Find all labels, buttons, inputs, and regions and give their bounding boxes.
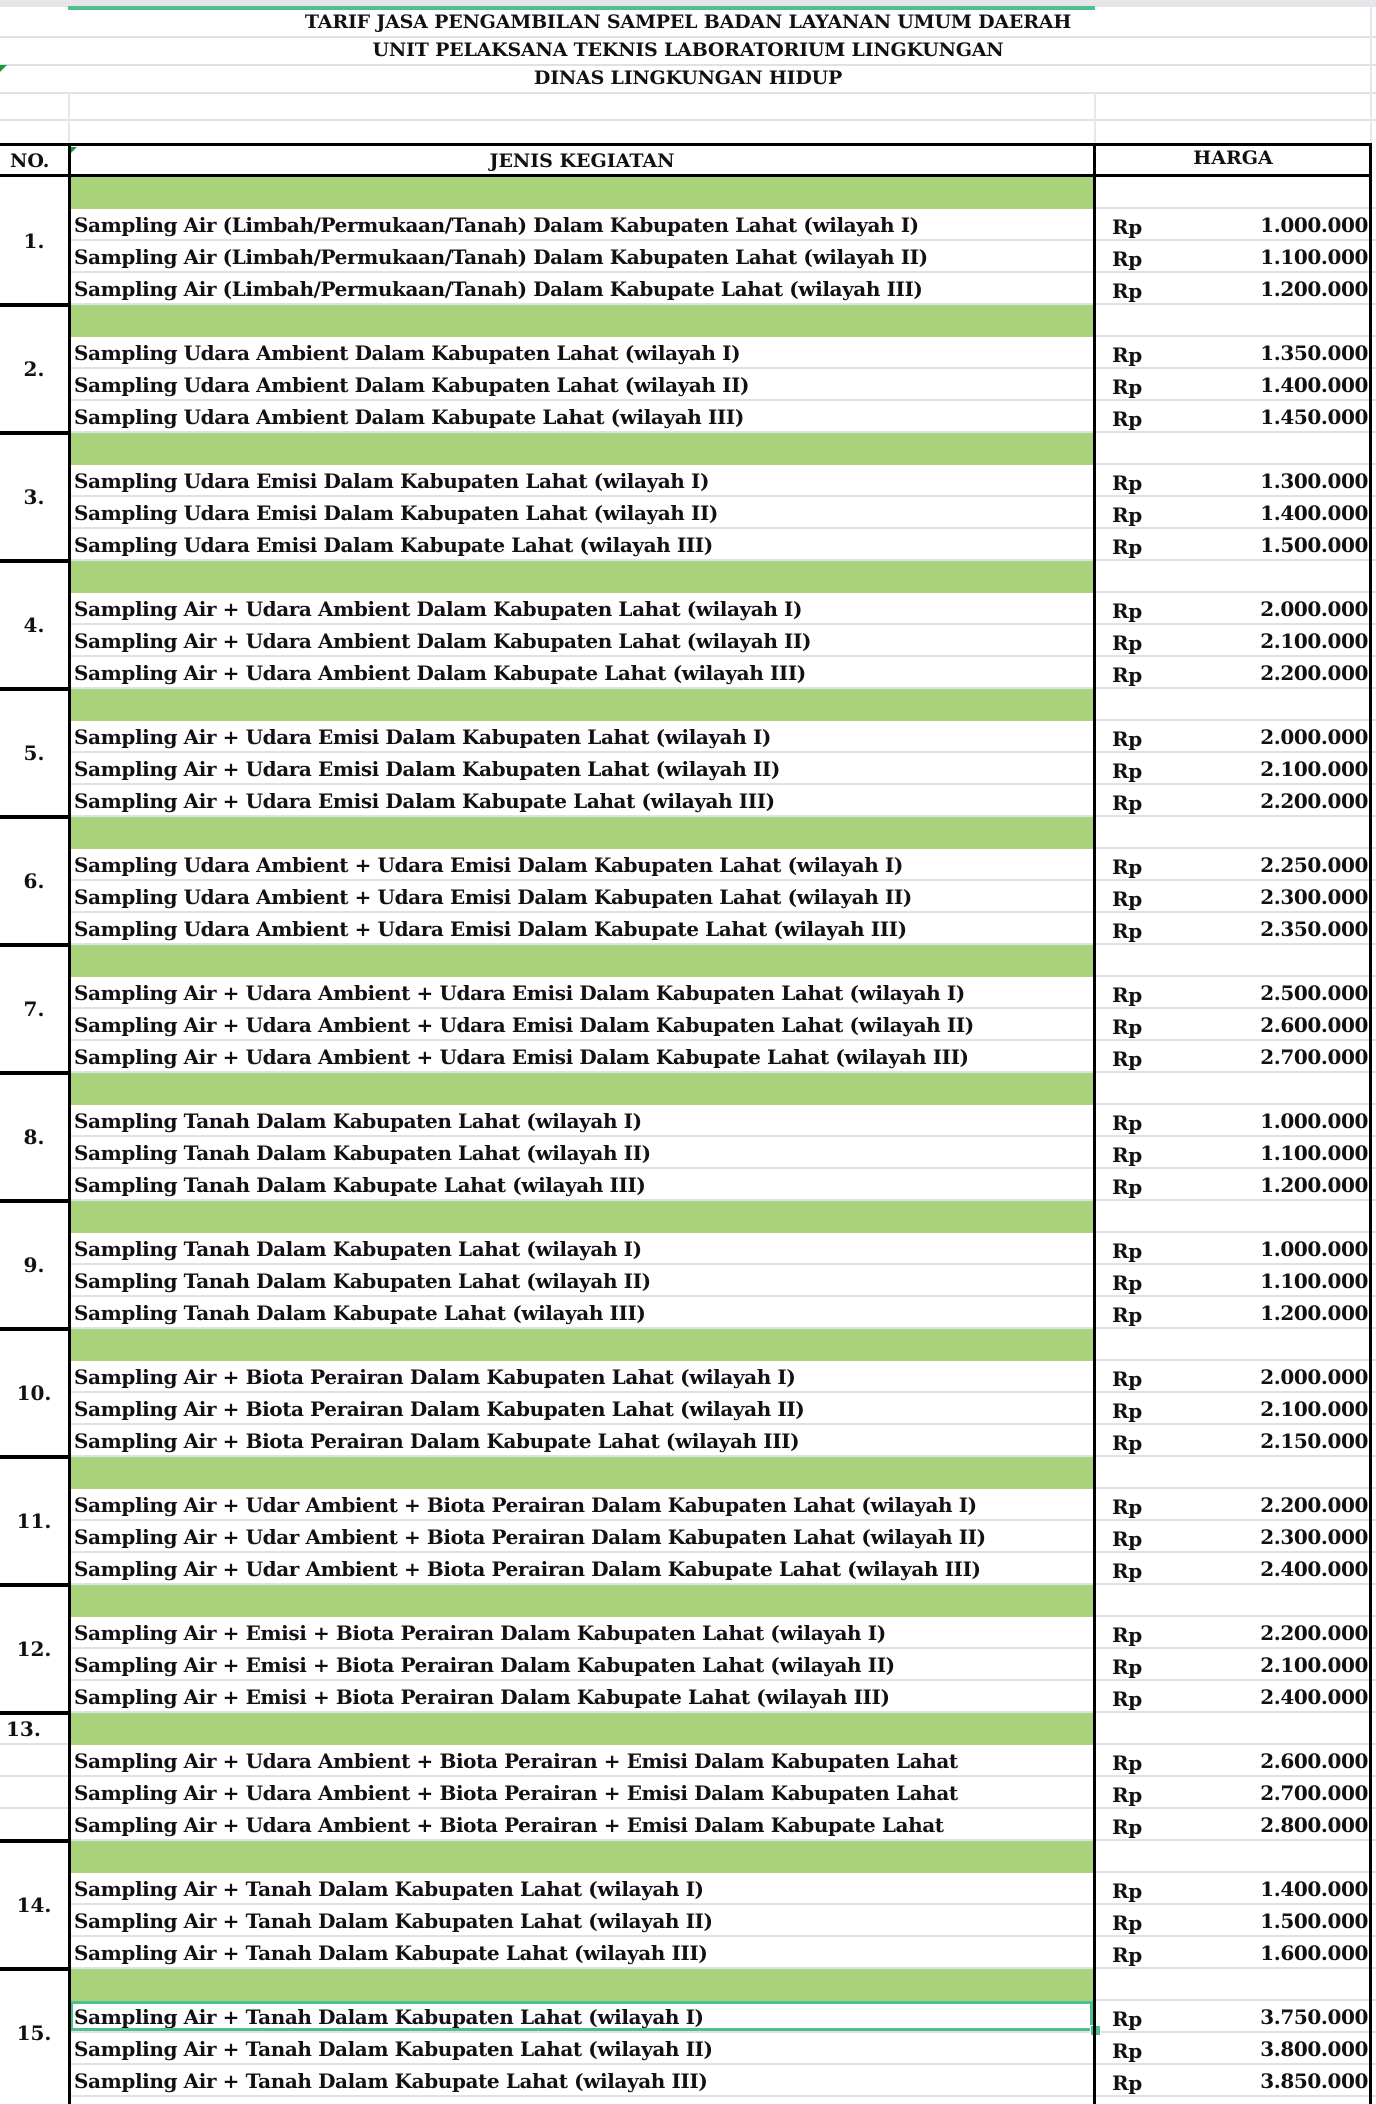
activity-cell[interactable]: Sampling Udara Ambient Dalam Kabupate Lahat (wilayah III) xyxy=(74,405,744,429)
price-cell[interactable]: 2.100.000 xyxy=(1260,1397,1368,1421)
activity-cell[interactable]: Sampling Air + Udar Ambient + Biota Perairan Dalam Kabupate Lahat (wilayah III) xyxy=(74,1557,981,1581)
currency-cell[interactable]: Rp xyxy=(1112,503,1142,527)
price-cell[interactable]: 1.100.000 xyxy=(1260,245,1368,269)
activity-cell[interactable]: Sampling Udara Emisi Dalam Kabupaten Lahat (wilayah I) xyxy=(74,469,710,493)
activity-cell[interactable]: Sampling Air + Udara Ambient + Udara Emisi Dalam Kabupaten Lahat (wilayah I) xyxy=(74,981,965,1005)
activity-cell[interactable]: Sampling Air + Udara Ambient Dalam Kabupaten Lahat (wilayah I) xyxy=(74,597,803,621)
price-cell[interactable]: 1.400.000 xyxy=(1260,373,1368,397)
currency-cell[interactable]: Rp xyxy=(1112,791,1142,815)
group-separator xyxy=(0,1327,70,1331)
currency-cell[interactable]: Rp xyxy=(1112,759,1142,783)
price-cell[interactable]: 2.400.000 xyxy=(1260,1557,1368,1581)
group-band xyxy=(70,1585,1094,1617)
activity-cell[interactable]: Sampling Tanah Dalam Kabupate Lahat (wilayah III) xyxy=(74,1301,646,1325)
group-band xyxy=(70,1713,1094,1745)
group-number[interactable]: 5. xyxy=(23,741,45,765)
currency-cell[interactable]: Rp xyxy=(1112,1559,1142,1583)
activity-cell[interactable]: Sampling Air + Udar Ambient + Biota Perairan Dalam Kabupaten Lahat (wilayah II) xyxy=(74,1525,986,1549)
column-border-right xyxy=(1369,143,1372,2104)
price-cell[interactable]: 2.300.000 xyxy=(1260,885,1368,909)
currency-cell[interactable]: Rp xyxy=(1112,1527,1142,1551)
currency-cell[interactable]: Rp xyxy=(1112,1495,1142,1519)
activity-cell[interactable]: Sampling Udara Ambient + Udara Emisi Dalam Kabupate Lahat (wilayah III) xyxy=(74,917,907,941)
activity-cell[interactable]: Sampling Tanah Dalam Kabupaten Lahat (wilayah II) xyxy=(74,1269,651,1293)
price-cell[interactable]: 3.850.000 xyxy=(1260,2069,1368,2093)
header-jenis-kegiatan: JENIS KEGIATAN xyxy=(489,150,675,172)
price-cell[interactable]: 2.200.000 xyxy=(1260,661,1368,685)
activity-cell[interactable]: Sampling Tanah Dalam Kabupaten Lahat (wilayah I) xyxy=(74,1109,642,1133)
group-number[interactable]: 11. xyxy=(16,1509,52,1533)
column-border-middle xyxy=(1093,143,1096,2104)
activity-cell[interactable]: Sampling Air + Biota Perairan Dalam Kabupate Lahat (wilayah III) xyxy=(74,1429,800,1453)
currency-cell[interactable]: Rp xyxy=(1112,279,1142,303)
title-line-2: UNIT PELAKSANA TEKNIS LABORATORIUM LINGKUNGAN xyxy=(372,39,1004,61)
group-band xyxy=(70,689,1094,721)
group-band xyxy=(70,561,1094,593)
currency-cell[interactable]: Rp xyxy=(1112,1015,1142,1039)
activity-cell[interactable]: Sampling Udara Emisi Dalam Kabupaten Lahat (wilayah II) xyxy=(74,501,718,525)
currency-cell[interactable]: Rp xyxy=(1112,1911,1142,1935)
activity-cell[interactable]: Sampling Air + Udara Ambient + Biota Perairan + Emisi Dalam Kabupaten Lahat xyxy=(74,1749,958,1773)
price-cell[interactable]: 1.200.000 xyxy=(1260,1173,1368,1197)
activity-cell[interactable]: Sampling Air + Emisi + Biota Perairan Dalam Kabupaten Lahat (wilayah II) xyxy=(74,1653,895,1677)
currency-cell[interactable]: Rp xyxy=(1112,1047,1142,1071)
price-cell[interactable]: 2.600.000 xyxy=(1260,1013,1368,1037)
currency-cell[interactable]: Rp xyxy=(1112,1687,1142,1711)
group-separator xyxy=(0,1455,70,1459)
activity-cell[interactable]: Sampling Air + Emisi + Biota Perairan Dalam Kabupate Lahat (wilayah III) xyxy=(74,1685,890,1709)
group-separator xyxy=(0,1071,70,1075)
activity-cell[interactable]: Sampling Air + Udara Ambient + Udara Emisi Dalam Kabupate Lahat (wilayah III) xyxy=(74,1045,969,1069)
activity-cell[interactable]: Sampling Air + Tanah Dalam Kabupate Lahat (wilayah III) xyxy=(74,2069,708,2093)
gridline xyxy=(1094,92,1096,143)
gridline xyxy=(1370,0,1372,143)
group-separator xyxy=(0,559,70,563)
group-band xyxy=(70,305,1094,337)
activity-cell[interactable]: Sampling Tanah Dalam Kabupaten Lahat (wilayah I) xyxy=(74,1237,642,1261)
group-separator xyxy=(0,943,70,947)
currency-cell[interactable]: Rp xyxy=(1112,247,1142,271)
price-cell[interactable]: 2.300.000 xyxy=(1260,1525,1368,1549)
activity-cell[interactable]: Sampling Air + Tanah Dalam Kabupaten Lahat (wilayah II) xyxy=(74,1909,713,1933)
cell-comment-marker xyxy=(70,147,77,154)
price-cell[interactable]: 1.200.000 xyxy=(1260,1301,1368,1325)
currency-cell[interactable]: Rp xyxy=(1112,1655,1142,1679)
price-cell[interactable]: 1.300.000 xyxy=(1260,469,1368,493)
group-number[interactable]: 1. xyxy=(23,229,45,253)
group-separator xyxy=(0,303,70,307)
group-number[interactable]: 6. xyxy=(23,869,45,893)
group-band xyxy=(70,1457,1094,1489)
currency-cell[interactable]: Rp xyxy=(1112,887,1142,911)
group-band xyxy=(70,1329,1094,1361)
price-cell[interactable]: 1.000.000 xyxy=(1260,1237,1368,1261)
activity-cell[interactable]: Sampling Air + Udara Ambient + Biota Perairan + Emisi Dalam Kabupate Lahat xyxy=(74,1813,944,1837)
activity-cell[interactable]: Sampling Udara Emisi Dalam Kabupate Lahat (wilayah III) xyxy=(74,533,713,557)
activity-cell[interactable]: Sampling Air + Biota Perairan Dalam Kabupaten Lahat (wilayah II) xyxy=(74,1397,805,1421)
group-separator xyxy=(0,1199,70,1203)
group-number[interactable]: 8. xyxy=(23,1125,45,1149)
activity-cell[interactable]: Sampling Air + Tanah Dalam Kabupaten Lahat (wilayah I) xyxy=(74,1877,704,1901)
price-cell[interactable]: 2.100.000 xyxy=(1260,757,1368,781)
header-harga: HARGA xyxy=(1193,147,1273,169)
currency-cell[interactable]: Rp xyxy=(1112,1751,1142,1775)
header-no: NO. xyxy=(10,150,50,172)
activity-cell[interactable]: Sampling Air + Udara Ambient + Biota Perairan + Emisi Dalam Kabupaten Lahat xyxy=(74,1781,958,1805)
currency-cell[interactable]: Rp xyxy=(1112,1175,1142,1199)
group-band xyxy=(70,1073,1094,1105)
group-band xyxy=(70,1201,1094,1233)
currency-cell[interactable]: Rp xyxy=(1112,535,1142,559)
group-number[interactable]: 12. xyxy=(16,1637,52,1661)
price-cell[interactable]: 2.250.000 xyxy=(1260,853,1368,877)
price-cell[interactable]: 1.500.000 xyxy=(1260,533,1368,557)
group-number[interactable]: 4. xyxy=(23,613,45,637)
group-band xyxy=(70,433,1094,465)
activity-cell[interactable]: Sampling Air (Limbah/Permukaan/Tanah) Dalam Kabupate Lahat (wilayah III) xyxy=(74,277,923,301)
group-number[interactable]: 13. xyxy=(6,1717,41,1741)
group-band xyxy=(70,1969,1094,2001)
gridline xyxy=(0,1775,68,1777)
currency-cell[interactable]: Rp xyxy=(1112,1303,1142,1327)
currency-cell[interactable]: Rp xyxy=(1112,1943,1142,1967)
group-number[interactable]: 9. xyxy=(23,1253,45,1277)
gridline xyxy=(0,119,1376,121)
price-cell[interactable]: 2.500.000 xyxy=(1260,981,1368,1005)
price-cell[interactable]: 1.100.000 xyxy=(1260,1141,1368,1165)
currency-cell[interactable]: Rp xyxy=(1112,2039,1142,2063)
price-cell[interactable]: 3.800.000 xyxy=(1260,2037,1368,2061)
title-line-3: DINAS LINGKUNGAN HIDUP xyxy=(533,67,843,89)
price-cell[interactable]: 2.000.000 xyxy=(1260,1365,1368,1389)
price-cell[interactable]: 2.400.000 xyxy=(1260,1685,1368,1709)
group-number[interactable]: 7. xyxy=(23,997,45,1021)
gridline xyxy=(0,1743,68,1745)
price-cell[interactable]: 1.200.000 xyxy=(1260,277,1368,301)
cell-comment-marker xyxy=(0,65,7,72)
currency-cell[interactable]: Rp xyxy=(1112,1431,1142,1455)
currency-cell[interactable]: Rp xyxy=(1112,2007,1142,2031)
price-cell[interactable]: 2.150.000 xyxy=(1260,1429,1368,1453)
group-band xyxy=(70,177,1094,209)
activity-cell[interactable]: Sampling Air + Udar Ambient + Biota Perairan Dalam Kabupaten Lahat (wilayah I) xyxy=(74,1493,977,1517)
price-cell[interactable]: 2.000.000 xyxy=(1260,725,1368,749)
group-separator xyxy=(0,1583,70,1587)
group-number[interactable]: 14. xyxy=(16,1893,52,1917)
group-band xyxy=(70,945,1094,977)
currency-cell[interactable]: Rp xyxy=(1112,855,1142,879)
currency-cell[interactable]: Rp xyxy=(1112,1783,1142,1807)
activity-cell[interactable]: Sampling Udara Ambient Dalam Kabupaten Lahat (wilayah I) xyxy=(74,341,741,365)
currency-cell[interactable]: Rp xyxy=(1112,599,1142,623)
price-cell[interactable]: 1.400.000 xyxy=(1260,501,1368,525)
currency-cell[interactable]: Rp xyxy=(1112,1623,1142,1647)
gridline xyxy=(68,92,70,143)
currency-cell[interactable]: Rp xyxy=(1112,1271,1142,1295)
price-cell[interactable]: 1.350.000 xyxy=(1260,341,1368,365)
price-cell[interactable]: 1.000.000 xyxy=(1260,1109,1368,1133)
price-cell[interactable]: 2.100.000 xyxy=(1260,629,1368,653)
price-cell[interactable]: 2.800.000 xyxy=(1260,1813,1368,1837)
price-cell[interactable]: 2.700.000 xyxy=(1260,1781,1368,1805)
group-separator xyxy=(0,1839,70,1843)
currency-cell[interactable]: Rp xyxy=(1112,631,1142,655)
group-number[interactable]: 2. xyxy=(23,357,45,381)
currency-cell[interactable]: Rp xyxy=(1112,1367,1142,1391)
group-separator xyxy=(0,687,70,691)
currency-cell[interactable]: Rp xyxy=(1112,471,1142,495)
activity-cell[interactable]: Sampling Air + Udara Emisi Dalam Kabupaten Lahat (wilayah II) xyxy=(74,757,780,781)
price-cell[interactable]: 1.500.000 xyxy=(1260,1909,1368,1933)
currency-cell[interactable]: Rp xyxy=(1112,1111,1142,1135)
activity-cell[interactable]: Sampling Udara Ambient Dalam Kabupaten Lahat (wilayah II) xyxy=(74,373,750,397)
activity-cell[interactable]: Sampling Air + Udara Emisi Dalam Kabupate Lahat (wilayah III) xyxy=(74,789,775,813)
currency-cell[interactable]: Rp xyxy=(1112,1815,1142,1839)
currency-cell[interactable]: Rp xyxy=(1112,1879,1142,1903)
price-cell[interactable]: 2.700.000 xyxy=(1260,1045,1368,1069)
group-separator xyxy=(0,1967,70,1971)
activity-cell[interactable]: Sampling Air + Biota Perairan Dalam Kabupaten Lahat (wilayah I) xyxy=(74,1365,796,1389)
price-cell[interactable]: 2.200.000 xyxy=(1260,789,1368,813)
currency-cell[interactable]: Rp xyxy=(1112,1239,1142,1263)
activity-cell[interactable]: Sampling Tanah Dalam Kabupate Lahat (wilayah III) xyxy=(74,1173,646,1197)
price-cell[interactable]: 1.450.000 xyxy=(1260,405,1368,429)
currency-cell[interactable]: Rp xyxy=(1112,1399,1142,1423)
price-cell[interactable]: 3.750.000 xyxy=(1260,2005,1368,2029)
price-cell[interactable]: 2.200.000 xyxy=(1260,1493,1368,1517)
column-border-left xyxy=(68,143,71,2104)
price-cell[interactable]: 2.000.000 xyxy=(1260,597,1368,621)
activity-cell[interactable]: Sampling Air + Tanah Dalam Kabupaten Lahat (wilayah I) xyxy=(74,2005,704,2029)
group-band xyxy=(70,1841,1094,1873)
group-separator xyxy=(0,815,70,819)
activity-cell[interactable]: Sampling Air + Udara Emisi Dalam Kabupaten Lahat (wilayah I) xyxy=(74,725,771,749)
activity-cell[interactable]: Sampling Air + Udara Ambient Dalam Kabupaten Lahat (wilayah II) xyxy=(74,629,812,653)
currency-cell[interactable]: Rp xyxy=(1112,407,1142,431)
activity-cell[interactable]: Sampling Air (Limbah/Permukaan/Tanah) Dalam Kabupaten Lahat (wilayah II) xyxy=(74,245,928,269)
activity-cell[interactable]: Sampling Air + Udara Ambient Dalam Kabupate Lahat (wilayah III) xyxy=(74,661,806,685)
currency-cell[interactable]: Rp xyxy=(1112,727,1142,751)
activity-cell[interactable]: Sampling Air + Emisi + Biota Perairan Dalam Kabupaten Lahat (wilayah I) xyxy=(74,1621,886,1645)
activity-cell[interactable]: Sampling Tanah Dalam Kabupaten Lahat (wilayah II) xyxy=(74,1141,651,1165)
activity-cell[interactable]: Sampling Udara Ambient + Udara Emisi Dalam Kabupaten Lahat (wilayah II) xyxy=(74,885,912,909)
currency-cell[interactable]: Rp xyxy=(1112,919,1142,943)
activity-cell[interactable]: Sampling Udara Ambient + Udara Emisi Dalam Kabupaten Lahat (wilayah I) xyxy=(74,853,903,877)
currency-cell[interactable]: Rp xyxy=(1112,983,1142,1007)
currency-cell[interactable]: Rp xyxy=(1112,1143,1142,1167)
currency-cell[interactable]: Rp xyxy=(1112,375,1142,399)
activity-cell[interactable]: Sampling Air + Udara Ambient + Udara Emisi Dalam Kabupaten Lahat (wilayah II) xyxy=(74,1013,974,1037)
gridline xyxy=(0,64,1376,66)
activity-cell[interactable]: Sampling Air + Tanah Dalam Kabupaten Lahat (wilayah II) xyxy=(74,2037,713,2061)
price-cell[interactable]: 2.600.000 xyxy=(1260,1749,1368,1773)
activity-cell[interactable]: Sampling Air (Limbah/Permukaan/Tanah) Dalam Kabupaten Lahat (wilayah I) xyxy=(74,213,919,237)
group-band xyxy=(70,817,1094,849)
currency-cell[interactable]: Rp xyxy=(1112,215,1142,239)
group-number[interactable]: 15. xyxy=(16,2021,52,2045)
price-cell[interactable]: 1.000.000 xyxy=(1260,213,1368,237)
price-cell[interactable]: 2.200.000 xyxy=(1260,1621,1368,1645)
group-separator xyxy=(0,431,70,435)
cell-selection[interactable] xyxy=(70,2001,1093,2031)
price-cell[interactable]: 1.100.000 xyxy=(1260,1269,1368,1293)
price-cell[interactable]: 2.100.000 xyxy=(1260,1653,1368,1677)
group-number[interactable]: 10. xyxy=(16,1381,52,1405)
price-cell[interactable]: 1.400.000 xyxy=(1260,1877,1368,1901)
gridline xyxy=(0,36,1376,38)
price-cell[interactable]: 1.600.000 xyxy=(1260,1941,1368,1965)
currency-cell[interactable]: Rp xyxy=(1112,2071,1142,2095)
currency-cell[interactable]: Rp xyxy=(1112,343,1142,367)
title-line-1: TARIF JASA PENGAMBILAN SAMPEL BADAN LAYANAN UMUM DAERAH xyxy=(304,11,1072,33)
group-number[interactable]: 3. xyxy=(23,485,45,509)
price-cell[interactable]: 2.350.000 xyxy=(1260,917,1368,941)
gridline xyxy=(70,2095,1376,2097)
activity-cell[interactable]: Sampling Air + Tanah Dalam Kabupate Lahat (wilayah III) xyxy=(74,1941,708,1965)
gridline xyxy=(0,92,1376,94)
currency-cell[interactable]: Rp xyxy=(1112,663,1142,687)
gridline xyxy=(0,1807,68,1809)
